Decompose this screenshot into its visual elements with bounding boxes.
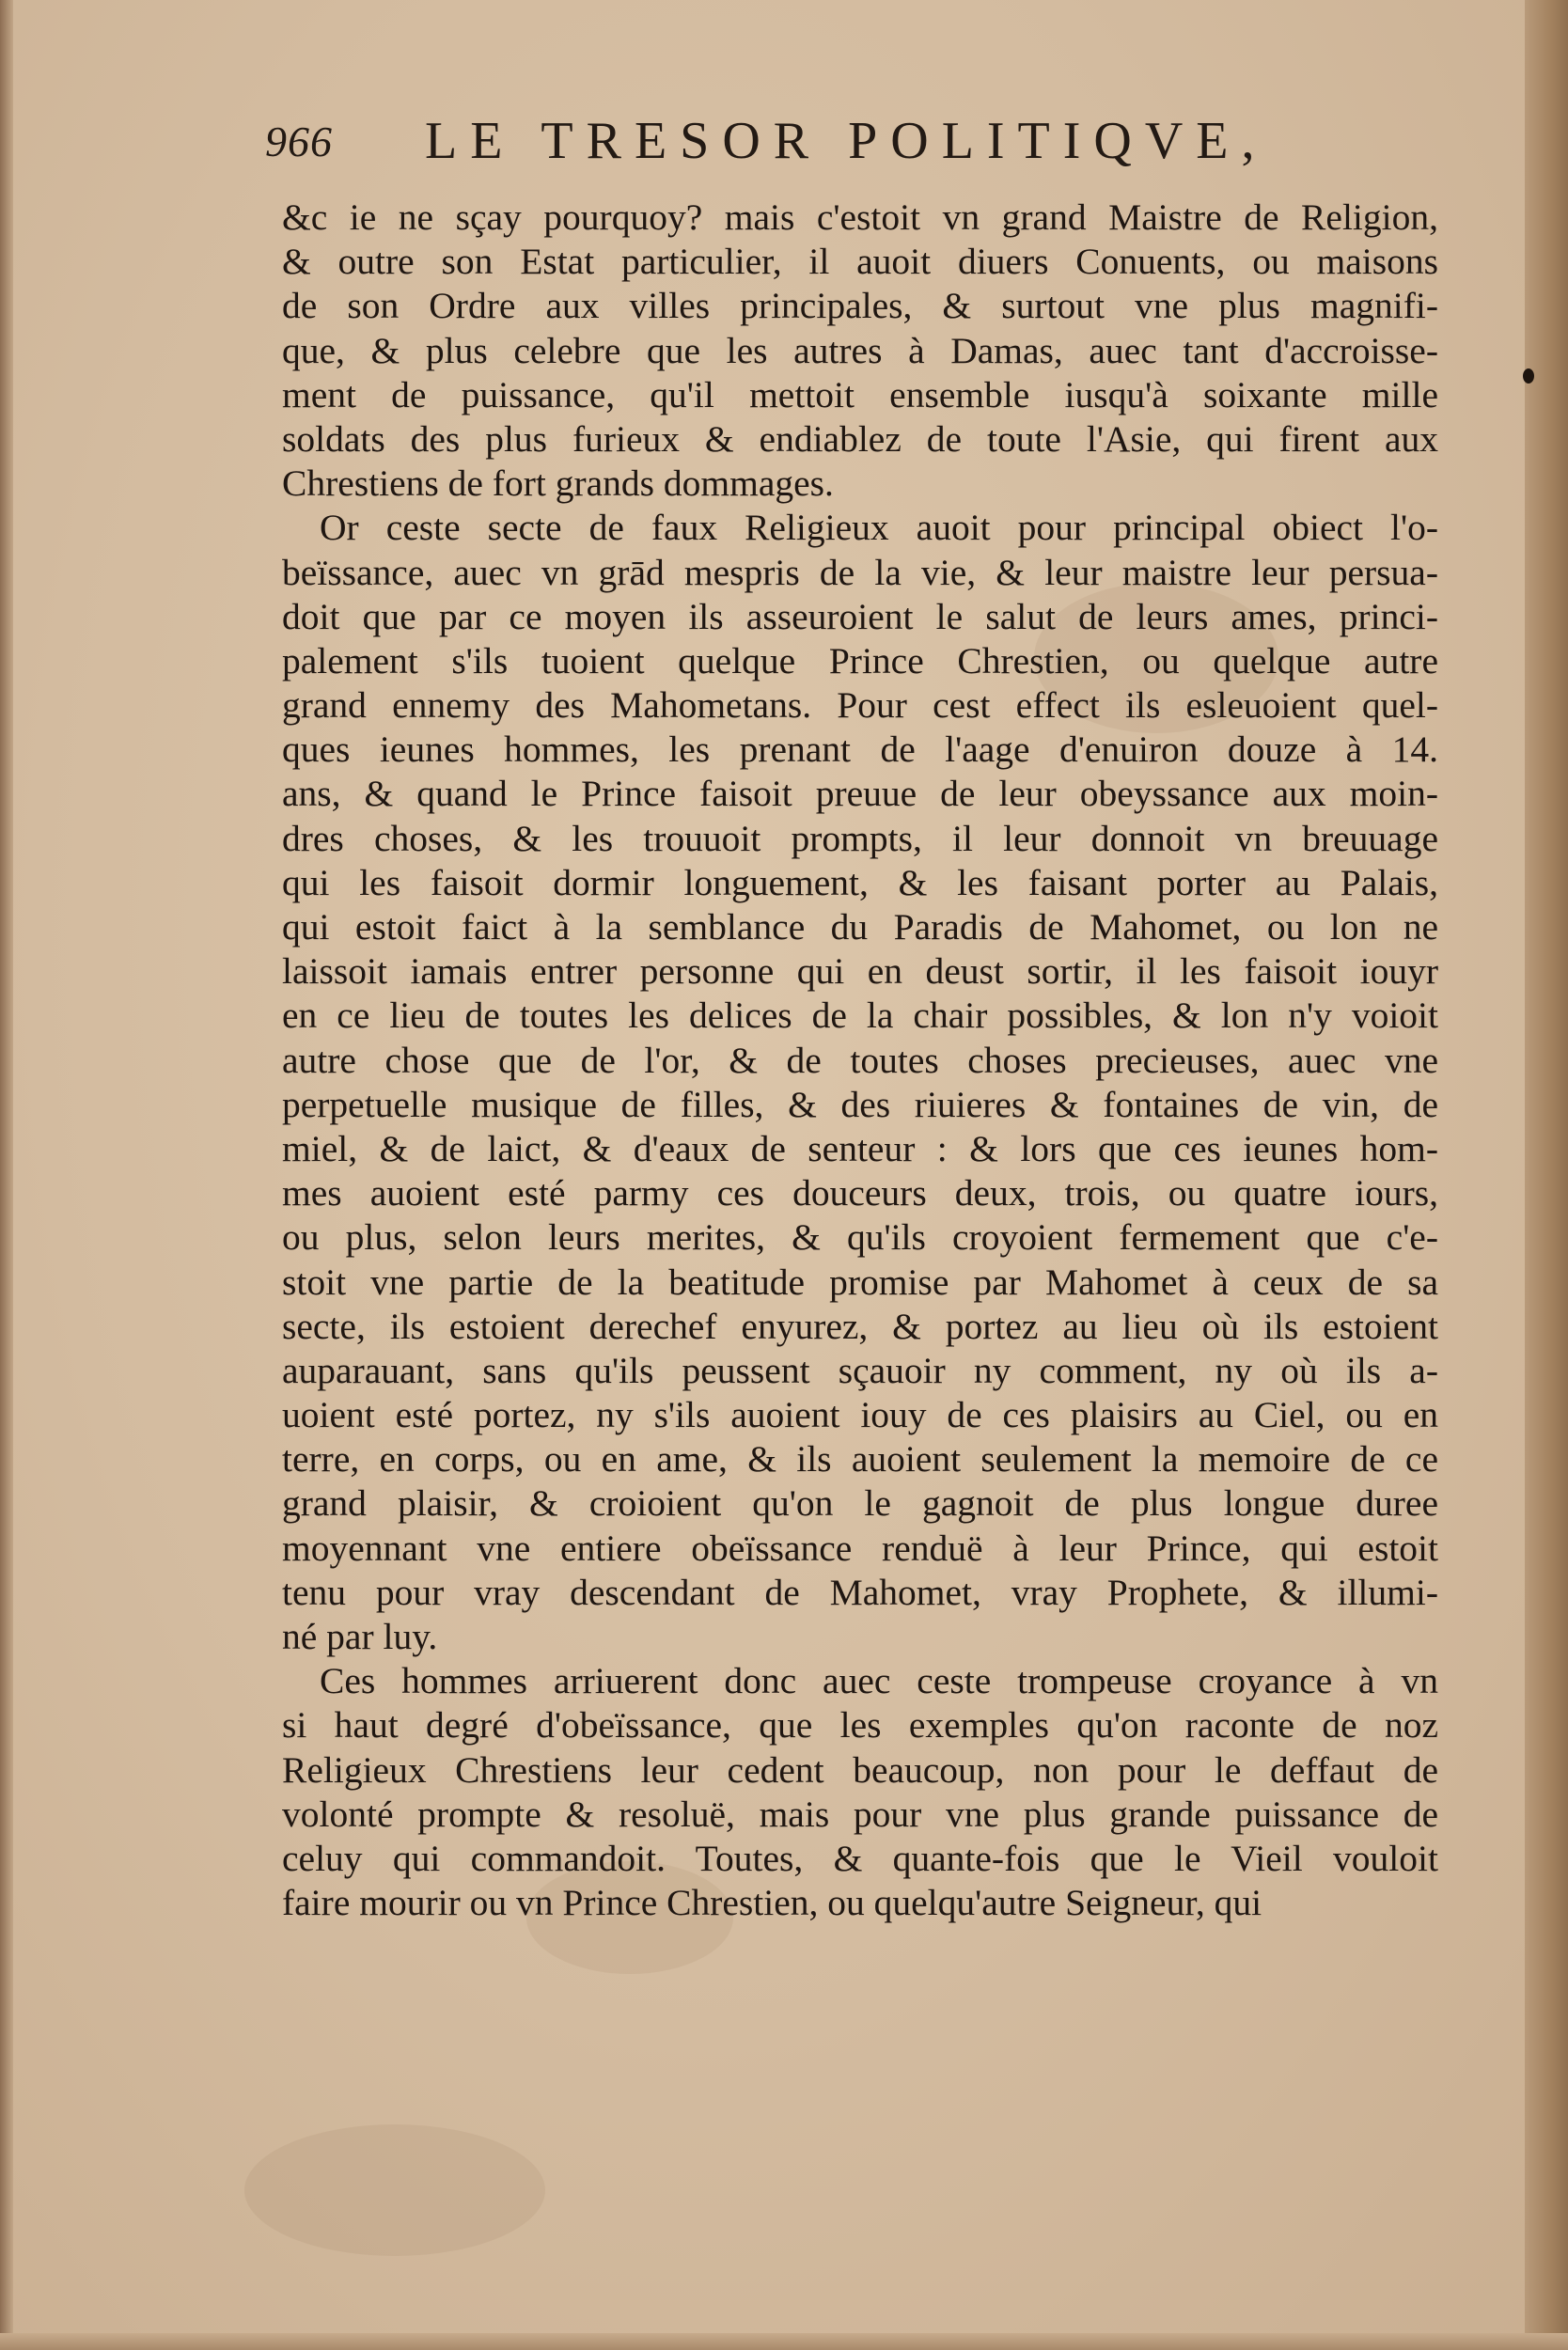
text-line: dres choses, & les trouuoit prompts, il leur donnoit vn breuuage xyxy=(282,817,1438,859)
body-text xyxy=(282,196,1438,1925)
page-bottom-edge xyxy=(0,2333,1568,2350)
text-line: ques ieunes hommes, les prenant de l'aage d'enuiron douze à 14. xyxy=(282,728,1438,771)
text-line: Chrestiens de fort grands dommages. xyxy=(282,462,834,505)
text-line: si haut degré d'obeïssance, que les exemples qu'on raconte de noz xyxy=(282,1704,1438,1747)
text-line: terre, en corps, ou en ame, & ils auoient seulement la memoire de ce xyxy=(282,1438,1438,1480)
text-line: tenu pour vray descendant de Mahomet, vray Prophete, & illumi- xyxy=(282,1571,1438,1613)
paper-stain xyxy=(244,2124,545,2256)
text-line: ou plus, selon leurs merites, & qu'ils croyoient fermement que c'e- xyxy=(282,1216,1438,1259)
text-line: &c ie ne sçay pourquoy? mais c'estoit vn grand Maistre de Religion, xyxy=(282,196,1438,238)
text-line: que, & plus celebre que les autres à Damas, auec tant d'accroisse- xyxy=(282,329,1438,371)
page-gutter-shadow xyxy=(0,0,13,2350)
text-line: secte, ils estoient derechef enyurez, & portez au lieu où ils estoient xyxy=(282,1305,1438,1347)
paragraph xyxy=(282,1659,1438,1925)
text-line: perpetuelle musique de filles, & des riuieres & fontaines de vin, de xyxy=(282,1083,1438,1125)
ink-spot xyxy=(1523,368,1534,384)
text-line: auparauant, sans qu'ils peussent sçauoir ny comment, ny où ils a- xyxy=(282,1349,1438,1391)
text-line: volonté prompte & resoluë, mais pour vne plus grande puissance de xyxy=(282,1793,1438,1835)
text-line: soldats des plus furieux & endiablez de toute l'Asie, qui firent aux xyxy=(282,417,1438,460)
text-line: & outre son Estat particulier, il auoit diuers Conuents, ou maisons xyxy=(282,241,1438,283)
text-line: qui estoit faict à la semblance du Paradis de Mahomet, ou lon ne xyxy=(282,906,1438,948)
text-line: uoient esté portez, ny s'ils auoient iouy de ces plaisirs au Ciel, ou en xyxy=(282,1394,1438,1436)
text-line: beïssance, auec vn grād mespris de la vie, & leur maistre leur persua- xyxy=(282,551,1438,593)
text-line: stoit vne partie de la beatitude promise par Mahomet à ceux de sa xyxy=(282,1261,1438,1303)
page-edge xyxy=(1525,0,1568,2350)
text-line: laissoit iamais entrer personne qui en deust sortir, il les faisoit iouyr xyxy=(282,950,1438,993)
paragraph xyxy=(282,196,1438,506)
text-line: Religieux Chrestiens leur cedent beaucoup, non pour le deffaut de xyxy=(282,1748,1438,1791)
text-line: autre chose que de l'or, & de toutes choses precieuses, auec vne xyxy=(282,1039,1438,1081)
text-line: de son Ordre aux villes principales, & surtout vne plus magnifi- xyxy=(282,285,1438,327)
text-line: doit que par ce moyen ils asseuroient le salut de leurs ames, princi- xyxy=(282,595,1438,637)
text-line: palement s'ils tuoient quelque Prince Chrestien, ou quelque autre xyxy=(282,639,1438,682)
text-line: qui les faisoit dormir longuement, & les faisant porter au Palais, xyxy=(282,861,1438,903)
text-line: ans, & quand le Prince faisoit preuue de leur obeyssance aux moin- xyxy=(282,773,1438,815)
text-line: en ce lieu de toutes les delices de la chair possibles, & lon n'y voioit xyxy=(282,995,1438,1037)
text-line: grand ennemy des Mahometans. Pour cest effect ils esleuoient quel- xyxy=(282,684,1438,727)
text-line: moyennant vne entiere obeïssance renduë à leur Prince, qui estoit xyxy=(282,1527,1438,1569)
text-line: Or ceste secte de faux Religieux auoit pour principal obiect l'o- xyxy=(320,507,1438,549)
paragraph xyxy=(282,506,1438,1659)
text-line: grand plaisir, & croioient qu'on le gagnoit de plus longue duree xyxy=(282,1482,1438,1525)
text-line: ment de puissance, qu'il mettoit ensemble iusqu'à soixante mille xyxy=(282,373,1438,415)
page-number: 966 xyxy=(265,118,333,165)
text-line: celuy qui commandoit. Toutes, & quante-fois que le Vieil vouloit xyxy=(282,1837,1438,1879)
text-line: faire mourir ou vn Prince Chrestien, ou quelqu'autre Seigneur, qui xyxy=(282,1882,1262,1924)
text-line: miel, & de laict, & d'eaux de senteur : & lors que ces ieunes hom- xyxy=(282,1127,1438,1169)
text-line: Ces hommes arriuerent donc auec ceste trompeuse croyance à vn xyxy=(320,1660,1438,1702)
text-line: né par luy. xyxy=(282,1616,438,1657)
running-title: LE TRESOR POLITIQVE, xyxy=(425,112,1268,170)
page-header xyxy=(265,111,1309,177)
text-line: mes auoient esté parmy ces douceurs deux, trois, ou quatre iours, xyxy=(282,1172,1438,1214)
